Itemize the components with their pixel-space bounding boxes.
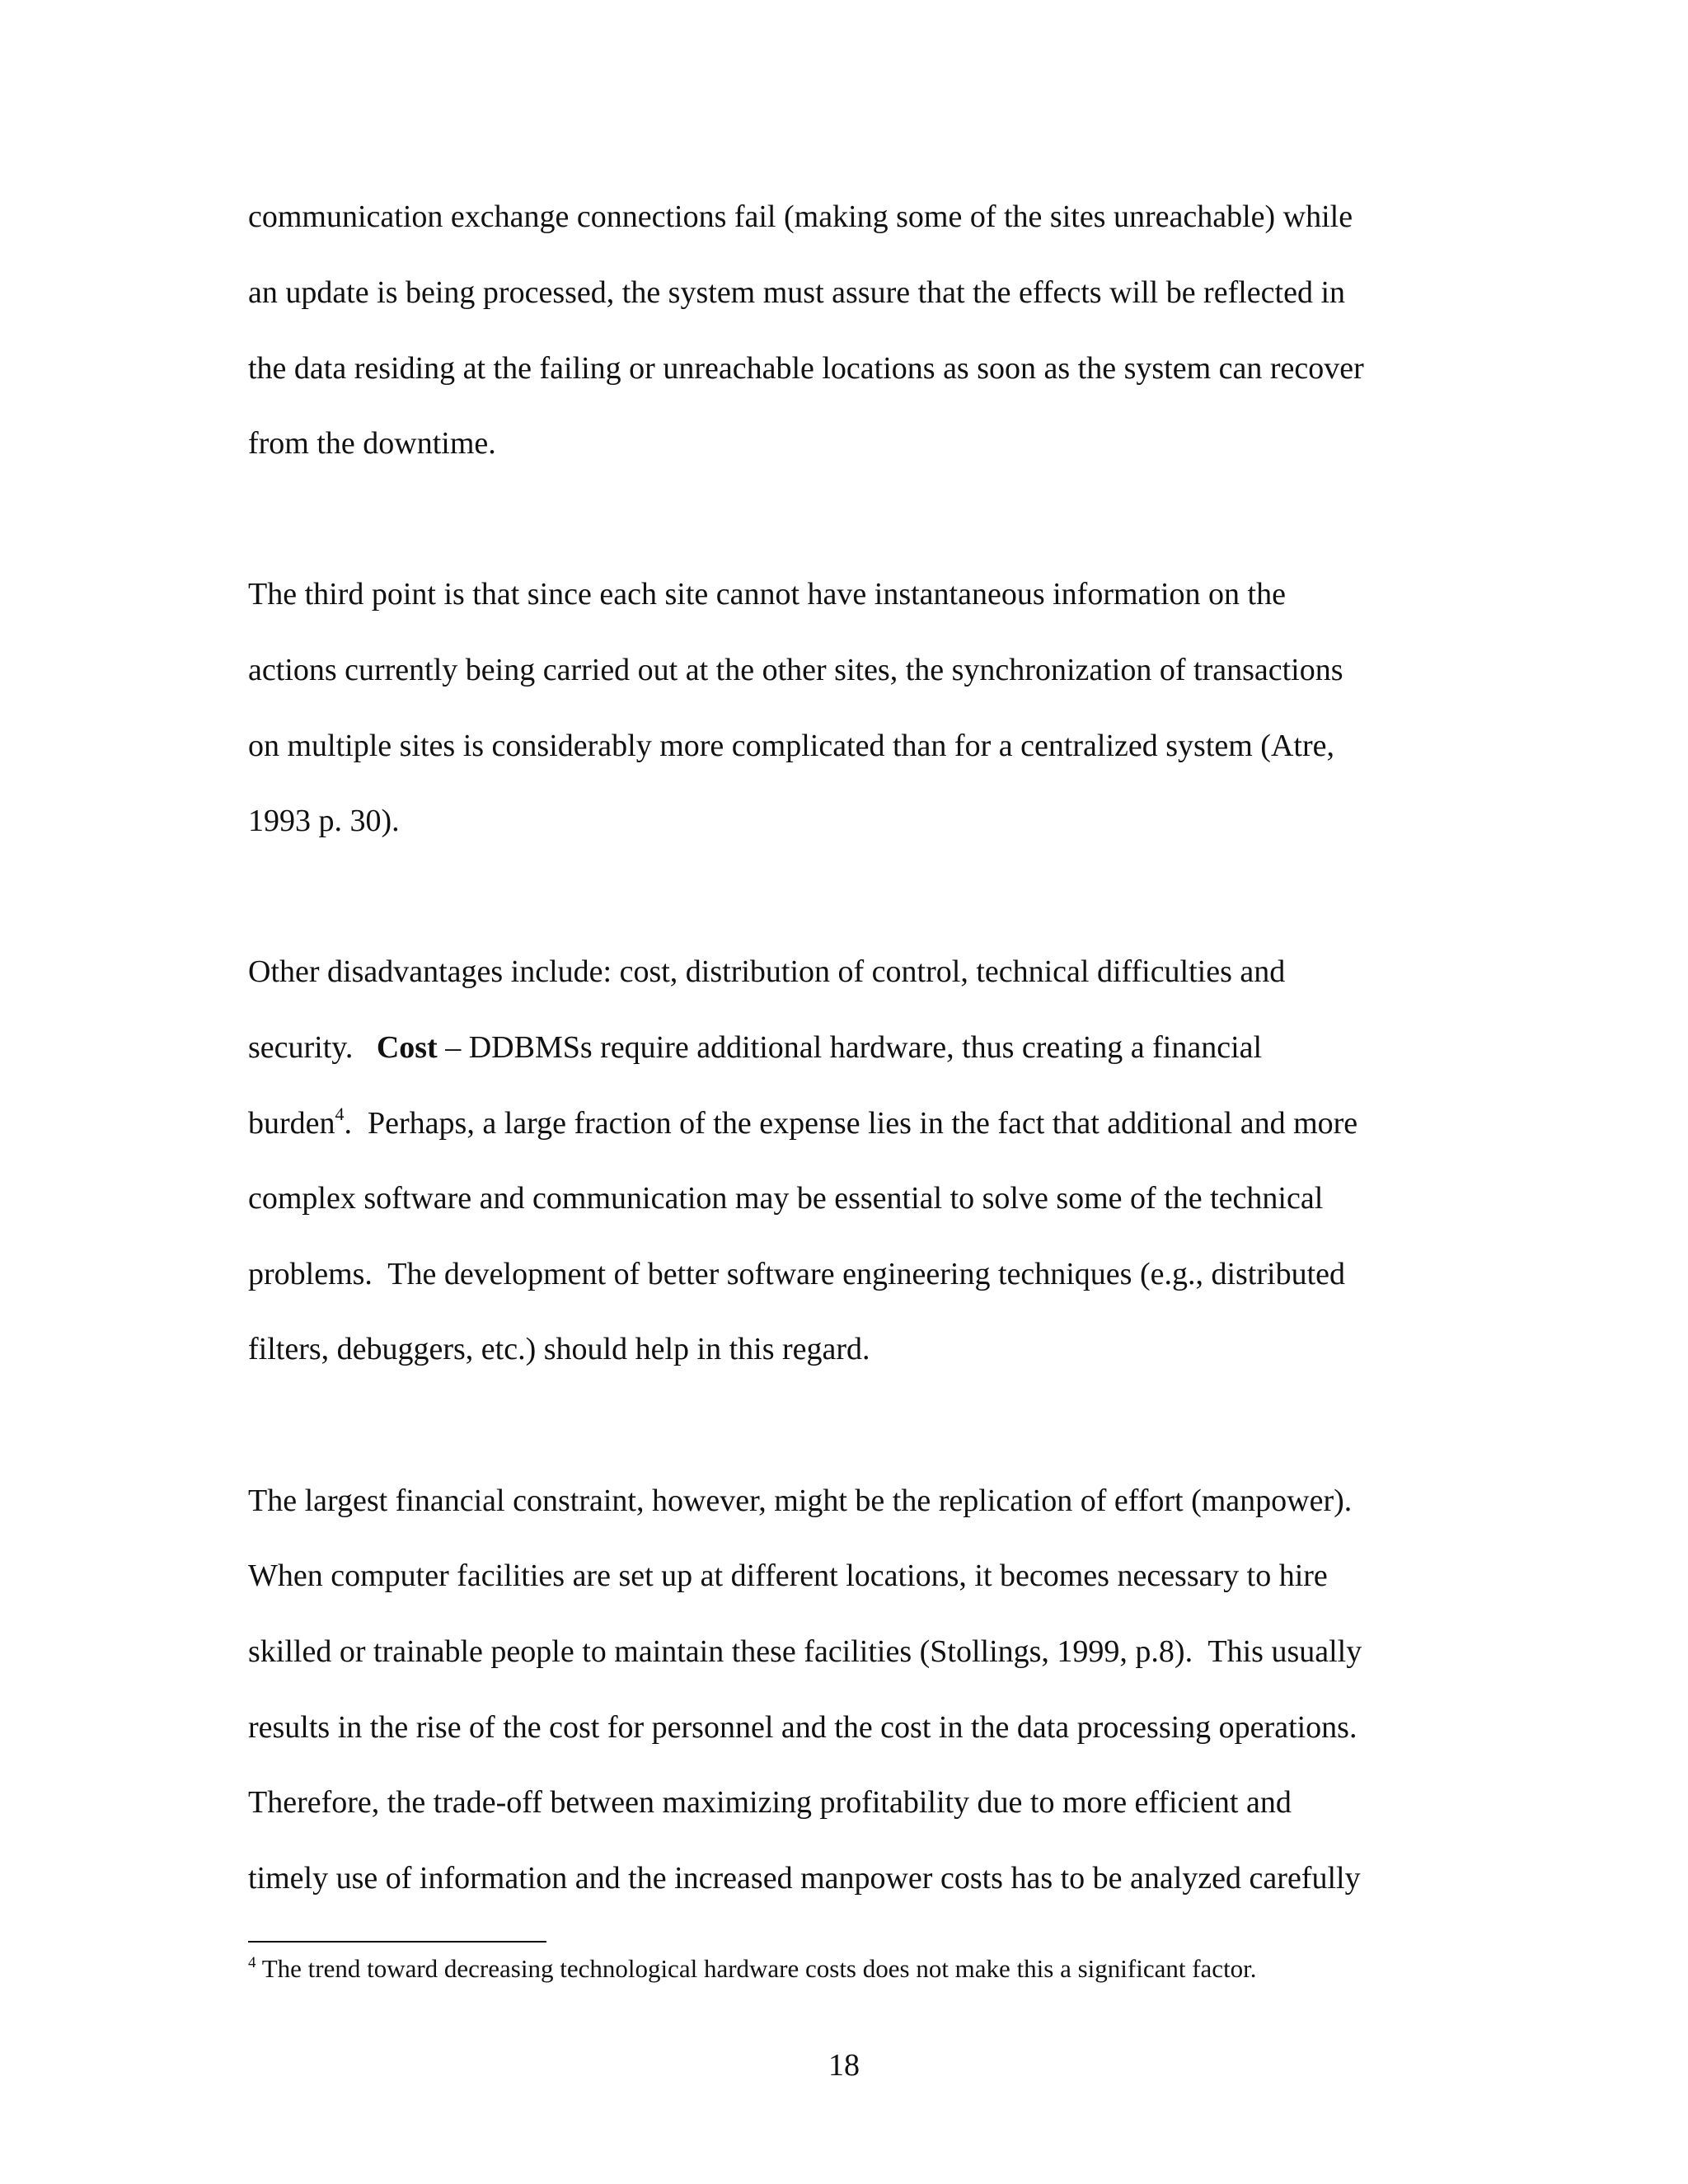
paragraph-3-line-3 — [248, 1104, 1357, 1142]
paragraph-1-line-2: an update is being processed, the system must assure that the effects will be reflected in — [248, 275, 1346, 310]
paragraph-3-line-3-pre: burden — [248, 1106, 335, 1141]
paragraph-3-line-1: Other disadvantages include: cost, distribution of control, technical difficulties and — [248, 954, 1286, 989]
footnote-text: The trend toward decreasing technological hardware costs does not make this a significant factor. — [256, 1954, 1257, 1983]
paragraph-4-line-4: results in the rise of the cost for personnel and the cost in the data processing operations. — [248, 1710, 1357, 1745]
paragraph-1-line-3: the data residing at the failing or unreachable locations as soon as the system can recover — [248, 351, 1364, 386]
footnote-marker: 4 — [248, 1954, 256, 1971]
paragraph-2-line-1: The third point is that since each site cannot have instantaneous information on the — [248, 577, 1286, 612]
cost-term-bold: Cost — [376, 1030, 438, 1065]
paragraph-3-line-4: complex software and communication may be essential to solve some of the technical — [248, 1181, 1324, 1216]
paragraph-3-line-2 — [248, 1029, 1262, 1066]
footnote-separator — [248, 1941, 546, 1943]
paragraph-4-line-2: When computer facilities are set up at different locations, it becomes necessary to hire — [248, 1558, 1328, 1593]
paragraph-2-line-4: 1993 p. 30). — [248, 804, 400, 838]
paragraph-4-line-6: timely use of information and the increased manpower costs has to be analyzed carefully — [248, 1861, 1361, 1896]
paragraph-3-line-2-post: – DDBMSs require additional hardware, thus creating a financial — [437, 1030, 1263, 1065]
paragraph-4-line-3: skilled or trainable people to maintain these facilities (Stollings, 1999, p.8). This usually — [248, 1634, 1362, 1669]
paragraph-2-line-3: on multiple sites is considerably more complicated than for a centralized system (Atre, — [248, 729, 1334, 763]
footnote — [248, 1953, 1257, 1985]
paragraph-4-line-1: The largest financial constraint, however, might be the replication of effort (manpower). — [248, 1483, 1353, 1518]
paragraph-3-line-2-pre: security. — [248, 1030, 377, 1065]
paragraph-4-line-5: Therefore, the trade-off between maximizing profitability due to more efficient and — [248, 1785, 1292, 1820]
paragraph-2-line-2: actions currently being carried out at the other sites, the synchronization of transactions — [248, 653, 1343, 687]
paragraph-1-line-4: from the downtime. — [248, 426, 496, 461]
paragraph-3-line-3-post: . Perhaps, a large fraction of the expense lies in the fact that additional and more — [344, 1106, 1358, 1141]
paragraph-3-line-6: filters, debuggers, etc.) should help in this regard. — [248, 1332, 870, 1366]
footnote-reference-4: 4 — [335, 1104, 345, 1124]
paragraph-3-line-5: problems. The development of better software engineering techniques (e.g., distributed — [248, 1257, 1346, 1291]
page-number: 18 — [828, 2048, 860, 2083]
paragraph-1-line-1: communication exchange connections fail (making some of the sites unreachable) while — [248, 199, 1353, 234]
